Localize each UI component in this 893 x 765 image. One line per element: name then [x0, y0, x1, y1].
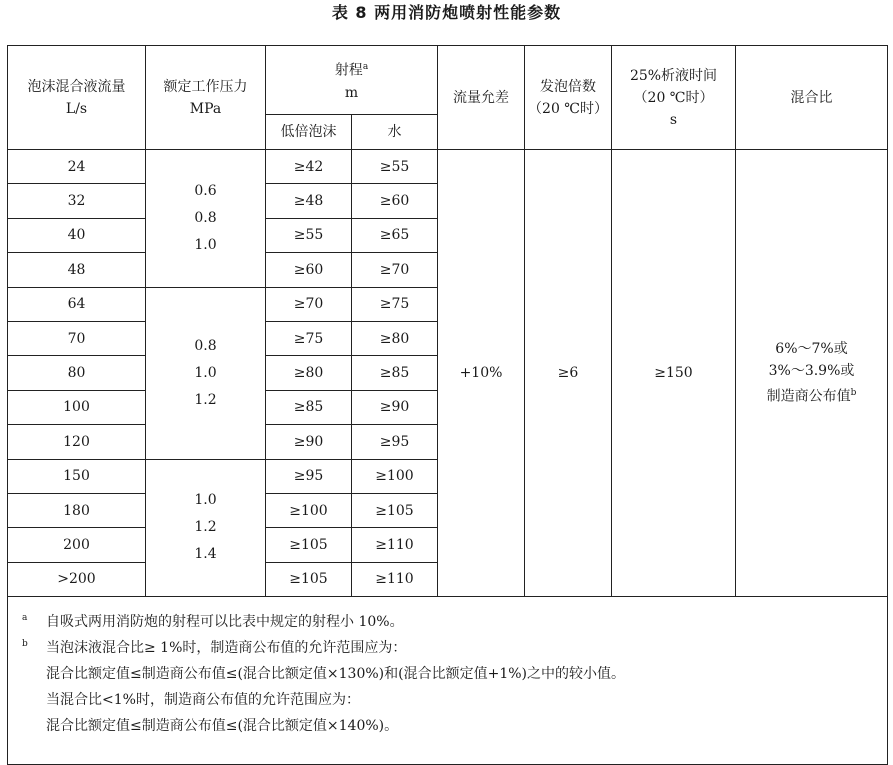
pressure-group-1: 0.6 0.8 1.0	[146, 150, 266, 288]
spec-table	[7, 45, 888, 765]
water-range-cell: ≥65	[352, 218, 438, 252]
header-pressure: 额定工作压力 MPa	[146, 46, 266, 150]
flow-cell: 80	[8, 356, 146, 390]
foam-range-cell: ≥80	[266, 356, 352, 390]
table-title: 表 8 两用消防炮喷射性能参数	[331, 3, 562, 22]
water-range-cell: ≥110	[352, 528, 438, 562]
water-range-cell: ≥75	[352, 287, 438, 321]
note-b: b 当泡沫液混合比≥ 1%时，制造商公布值的允许范围应为：	[22, 639, 407, 657]
foam-range-cell: ≥85	[266, 390, 352, 424]
foam-range-cell: ≥105	[266, 562, 352, 596]
flow-cell: >200	[8, 562, 146, 596]
drain-time-value: ≥150	[612, 150, 736, 597]
water-range-cell: ≥110	[352, 562, 438, 596]
flow-cell: 100	[8, 390, 146, 424]
water-range-cell: ≥100	[352, 459, 438, 493]
flow-cell: 70	[8, 321, 146, 355]
flow-cell: 64	[8, 287, 146, 321]
foam-range-cell: ≥55	[266, 218, 352, 252]
header-range-water: 水	[352, 115, 438, 150]
water-range-cell: ≥95	[352, 425, 438, 459]
header-expansion: 发泡倍数 （20 ℃时）	[525, 46, 612, 150]
foam-range-cell: ≥90	[266, 425, 352, 459]
table-notes	[8, 597, 888, 765]
header-flow: 泡沫混合液流量 L/s	[8, 46, 146, 150]
mix-ratio-value: 6%～7%或 3%～3.9%或 制造商公布值$^b$	[736, 150, 888, 597]
flow-cell: 48	[8, 253, 146, 287]
table-row	[8, 150, 888, 184]
header-range-foam: 低倍泡沫	[266, 115, 352, 150]
flow-cell: 32	[8, 184, 146, 218]
flow-cell: 200	[8, 528, 146, 562]
flow-cell: 120	[8, 425, 146, 459]
note-b-line: 混合比额定值≤制造商公布值≤(混合比额定值×130%)和(混合比额定值+1%)之中的较小值。	[46, 666, 626, 683]
water-range-cell: ≥70	[352, 253, 438, 287]
pressure-group-2: 0.8 1.0 1.2	[146, 287, 266, 459]
water-range-cell: ≥60	[352, 184, 438, 218]
note-b-line: 混合比额定值≤制造商公布值≤(混合比额定值×140%)。	[46, 718, 399, 735]
water-range-cell: ≥105	[352, 493, 438, 527]
expansion-value: ≥6	[525, 150, 612, 597]
header-mix-ratio: 混合比	[736, 46, 888, 150]
tolerance-value: +10%	[438, 150, 525, 597]
foam-range-cell: ≥60	[266, 253, 352, 287]
flow-cell: 40	[8, 218, 146, 252]
foam-range-cell: ≥48	[266, 184, 352, 218]
foam-range-cell: ≥75	[266, 321, 352, 355]
note-a: a 自吸式两用消防炮的射程可以比表中规定的射程小 10%。	[22, 613, 404, 631]
foam-range-cell: ≥100	[266, 493, 352, 527]
foam-range-cell: ≥105	[266, 528, 352, 562]
foam-range-cell: ≥95	[266, 459, 352, 493]
flow-cell: 180	[8, 493, 146, 527]
flow-cell: 150	[8, 459, 146, 493]
water-range-cell: ≥90	[352, 390, 438, 424]
foam-range-cell: ≥70	[266, 287, 352, 321]
note-b-line: 当混合比<1%时，制造商公布值的允许范围应为：	[46, 692, 360, 709]
water-range-cell: ≥85	[352, 356, 438, 390]
water-range-cell: ≥55	[352, 150, 438, 184]
header-tolerance: 流量允差	[438, 46, 525, 150]
header-drain-time: 25%析液时间 （20 ℃时） s	[612, 46, 736, 150]
foam-range-cell: ≥42	[266, 150, 352, 184]
flow-cell: 24	[8, 150, 146, 184]
pressure-group-3: 1.0 1.2 1.4	[146, 459, 266, 597]
water-range-cell: ≥80	[352, 321, 438, 355]
header-range: 射程$^a$ m	[266, 46, 438, 115]
